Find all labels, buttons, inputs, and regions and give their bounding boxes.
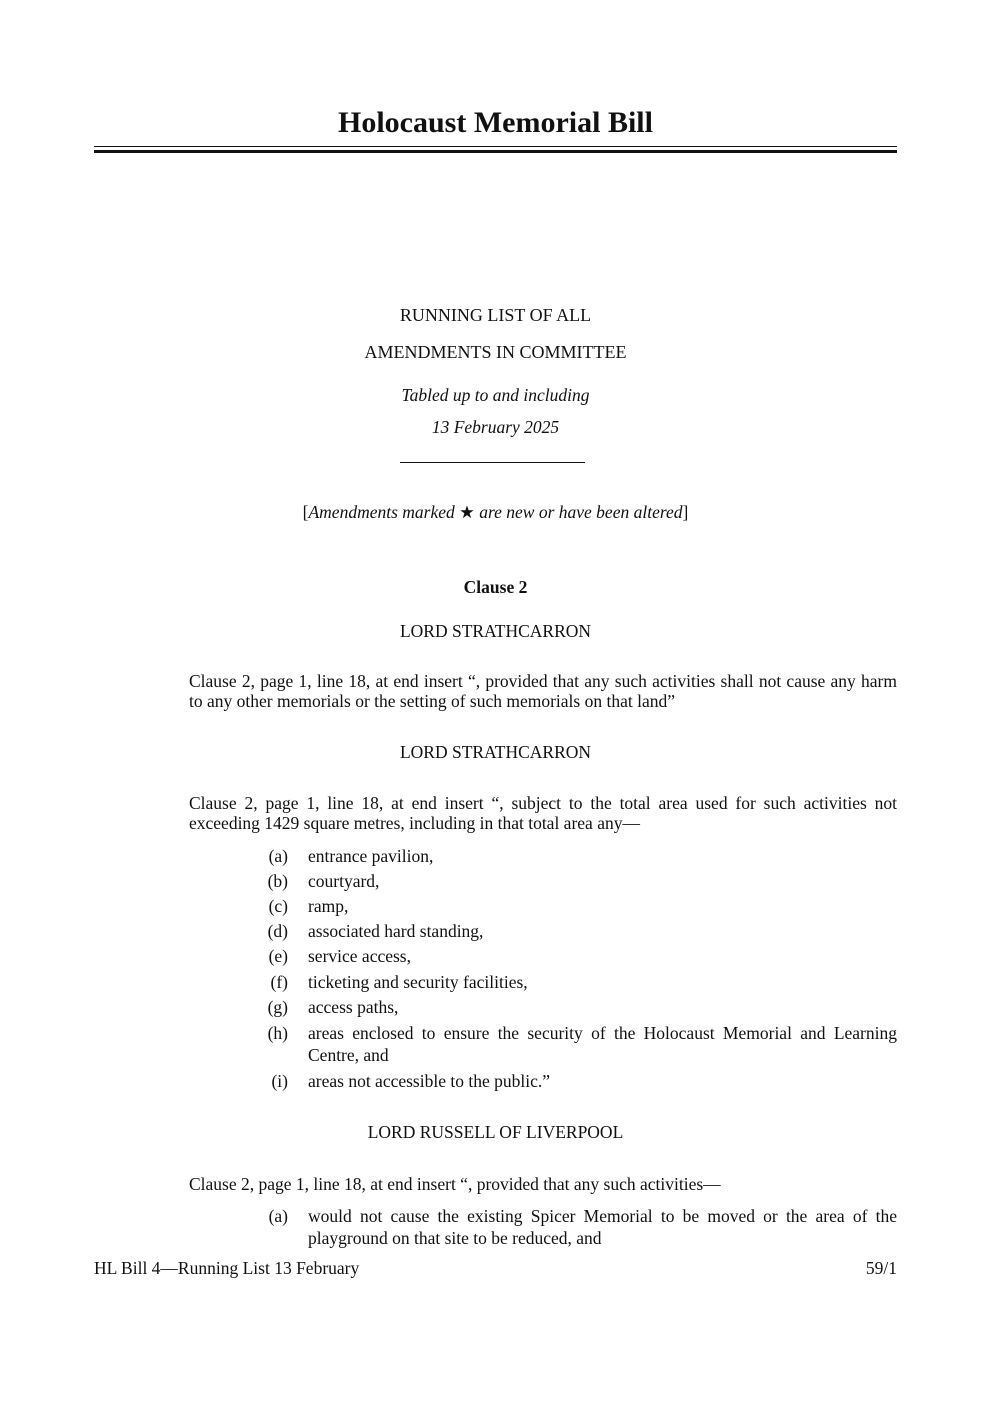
sponsor: LORD RUSSELL OF LIVERPOOL — [367, 1122, 624, 1142]
item-label: (b) — [267, 871, 288, 891]
item-text: ramp, — [308, 896, 349, 916]
heading-line2: AMENDMENTS IN COMMITTEE — [364, 342, 627, 362]
item-label: (a) — [268, 1206, 288, 1226]
item-label: (h) — [267, 1023, 288, 1043]
note-text-before: Amendments marked — [308, 502, 460, 522]
item-label: (g) — [267, 997, 288, 1017]
amendment-text: Clause 2, page 1, line 18, at end insert “, provided that any such activities shall not cause any harm to any other memorials or the setting of such memorials on that land” — [189, 671, 897, 711]
item-text: courtyard, — [308, 871, 380, 891]
sponsor: LORD STRATHCARRON — [399, 621, 592, 641]
note-bracket-open: [ — [302, 502, 309, 522]
amendment-note — [0, 502, 991, 523]
item-label: (i) — [271, 1071, 288, 1091]
item-text: service access, — [308, 946, 411, 966]
footer-bill-ref: HL Bill 4—Running List 13 February — [94, 1258, 360, 1278]
item-label: (e) — [268, 946, 288, 966]
item-label: (c) — [268, 896, 288, 916]
item-text: ticketing and security facilities, — [308, 972, 528, 992]
item-text: entrance pavilion, — [308, 846, 434, 866]
amendment-text: Clause 2, page 1, line 18, at end insert “, subject to the total area used for such activities not exceeding 1429 square metres, including in that total area any— — [189, 793, 897, 833]
amendment-text: Clause 2, page 1, line 18, at end insert “, provided that any such activities— — [189, 1174, 721, 1194]
item-text: would not cause the existing Spicer Memorial to be moved or the area of the playground on that site to be reduced, and — [308, 1206, 897, 1248]
item-text: areas not accessible to the public.” — [308, 1071, 550, 1091]
note-bracket-close: ] — [682, 502, 689, 522]
item-text: associated hard standing, — [308, 921, 484, 941]
title-rule-thick — [94, 150, 897, 153]
tabled-date: 13 February 2025 — [431, 417, 560, 437]
clause-heading: Clause 2 — [463, 577, 528, 597]
note-text-after: are new or have been altered — [474, 502, 683, 522]
title-rule-thin — [94, 146, 897, 147]
footer-page-number: 59/1 — [865, 1258, 897, 1278]
bill-title: Holocaust Memorial Bill — [338, 106, 653, 139]
divider — [400, 462, 585, 463]
item-text: access paths, — [308, 997, 399, 1017]
item-label: (a) — [268, 846, 288, 866]
heading-line1: RUNNING LIST OF ALL — [399, 305, 592, 325]
sponsor: LORD STRATHCARRON — [399, 742, 592, 762]
item-label: (f) — [270, 972, 288, 992]
tabled-text: Tabled up to and including — [401, 385, 590, 405]
star-icon: ★ — [459, 502, 475, 522]
item-label: (d) — [267, 921, 288, 941]
item-text: areas enclosed to ensure the security of the Holocaust Memorial and Learning Centre, and — [308, 1023, 897, 1065]
